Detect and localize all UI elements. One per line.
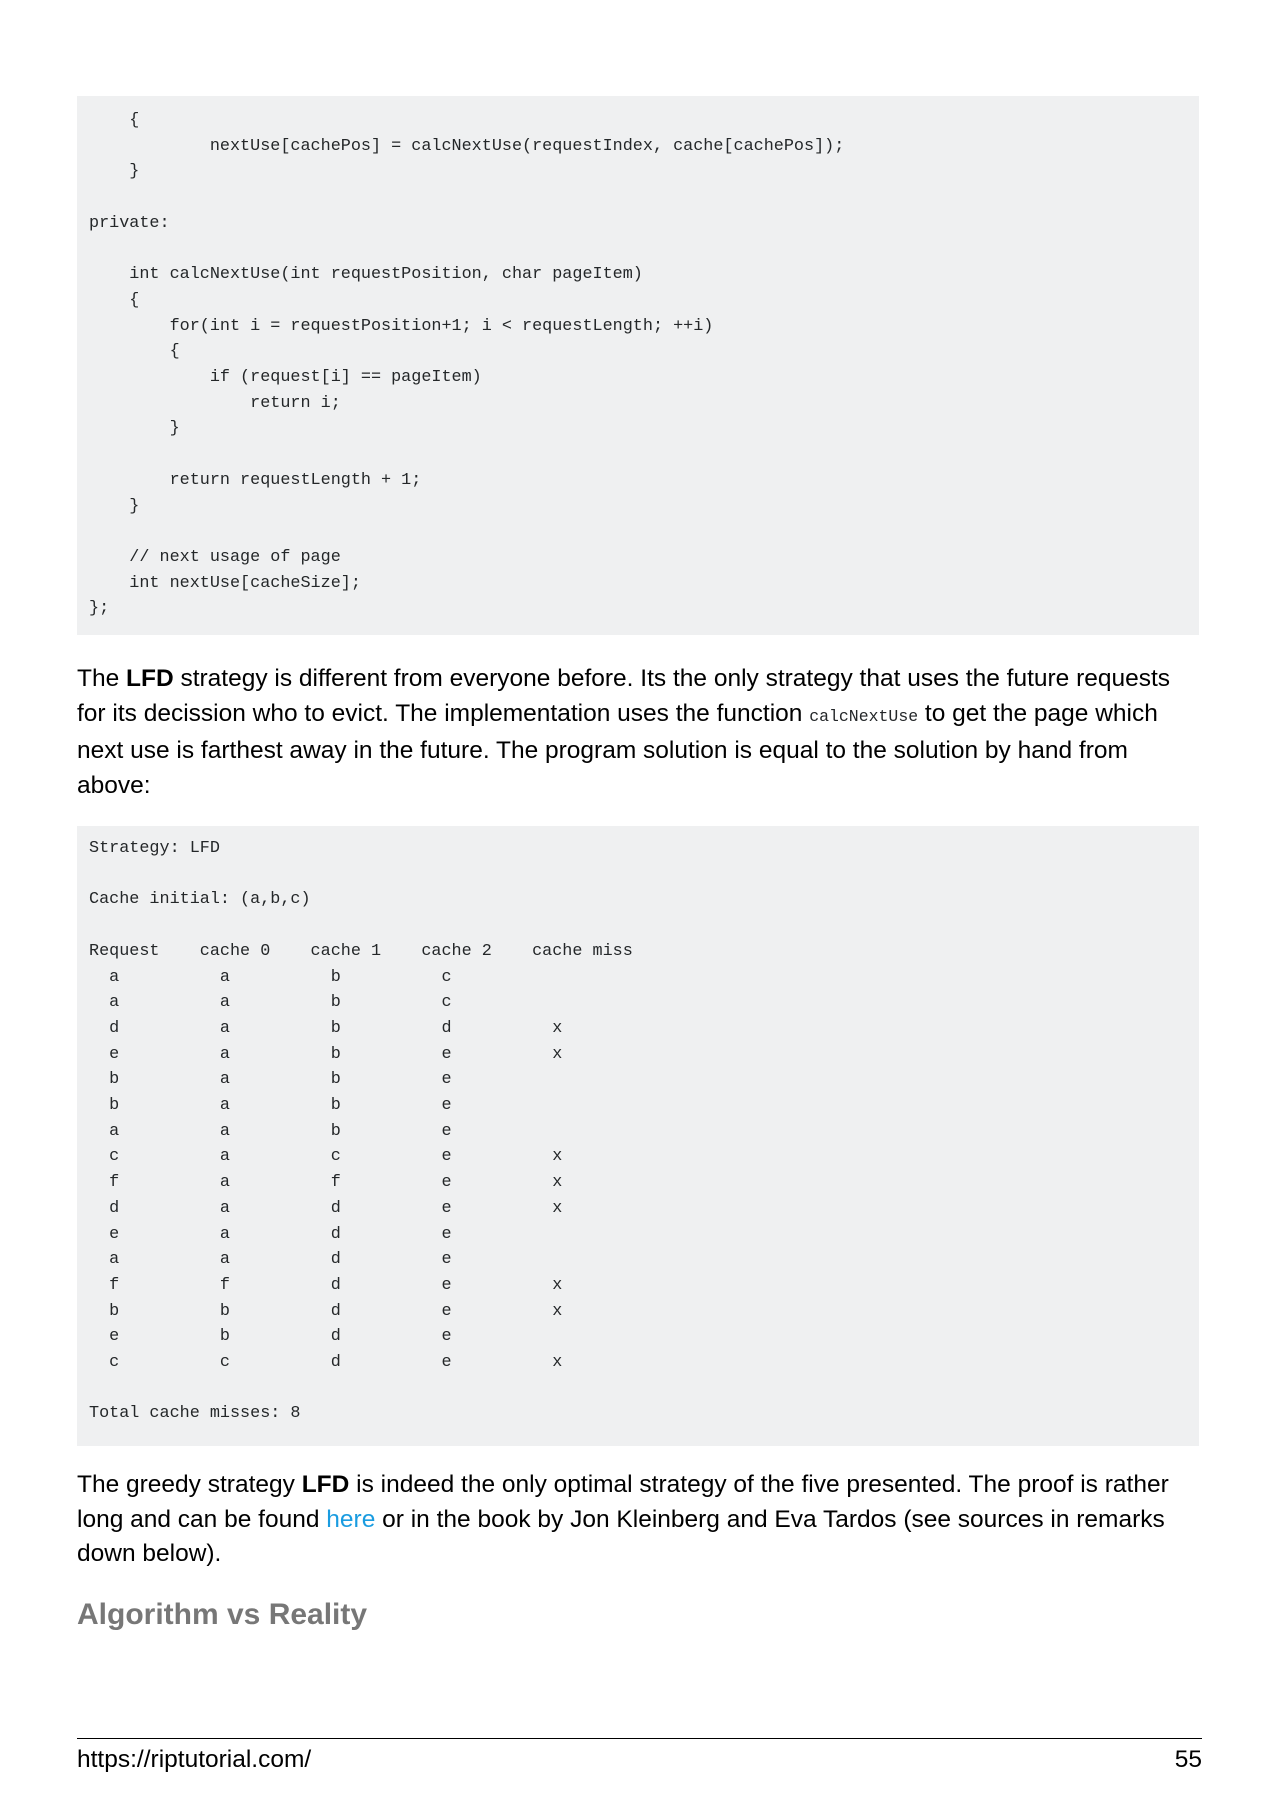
code-text: { nextUse[cachePos] = calcNextUse(requestIndex, cache[cachePos]); } private: int calcNextUse(int requestPosition, char pageItem) { for(int i = requestPosition+1; i < requestLength; ++i) { if (request[i] == pageItem) return i; } return requestLength + 1; } // next usage of page int nextUse[cacheSize]; }; <box>89 111 845 619</box>
code-text: Strategy: LFD Cache initial: (a,b,c) Request cache 0 cache 1 cache 2 cache miss a a b c a a b c d a b d x e a b e x b a b e b a b e a a b e c a c e x f a f e x d a d e x e a d e a a d e f f d e x b b d e x e b d e c c d e x Total cache misses: 8 <box>89 839 633 1424</box>
code-block-lfd-output <box>77 826 1199 1446</box>
footer-url: https://riptutorial.com/ <box>77 1746 312 1773</box>
code-block-class-tail <box>77 96 1199 635</box>
section-heading: Algorithm vs Reality <box>77 1598 368 1631</box>
inline-code: calcNextUse <box>809 706 919 726</box>
text-segment: The <box>77 665 127 692</box>
proof-link[interactable]: here <box>326 1505 376 1533</box>
optimality-paragraph <box>77 1468 1202 1572</box>
lfd-description-paragraph <box>77 662 1202 803</box>
bold-term: LFD <box>301 1471 350 1498</box>
page-number: 55 <box>1174 1746 1202 1773</box>
text-segment: strategy is different from everyone before. Its the only strategy that uses the future requests for its decission who to evict. The implementation uses the function <box>77 665 1171 727</box>
text-segment: The greedy strategy <box>77 1471 302 1498</box>
text-segment: or in the book by Jon Kleinberg and Eva Tardos (see sources in remarks down below). <box>77 1505 1165 1567</box>
bold-term: LFD <box>126 665 174 692</box>
footer-divider <box>77 1738 1202 1739</box>
text-segment: to get the page which next use is farthest away in the future. The program solution is equal to the solution by hand from above: <box>77 699 1158 799</box>
text-segment: is indeed the only optimal strategy of the five presented. The proof is rather long and can be found <box>77 1471 1169 1533</box>
